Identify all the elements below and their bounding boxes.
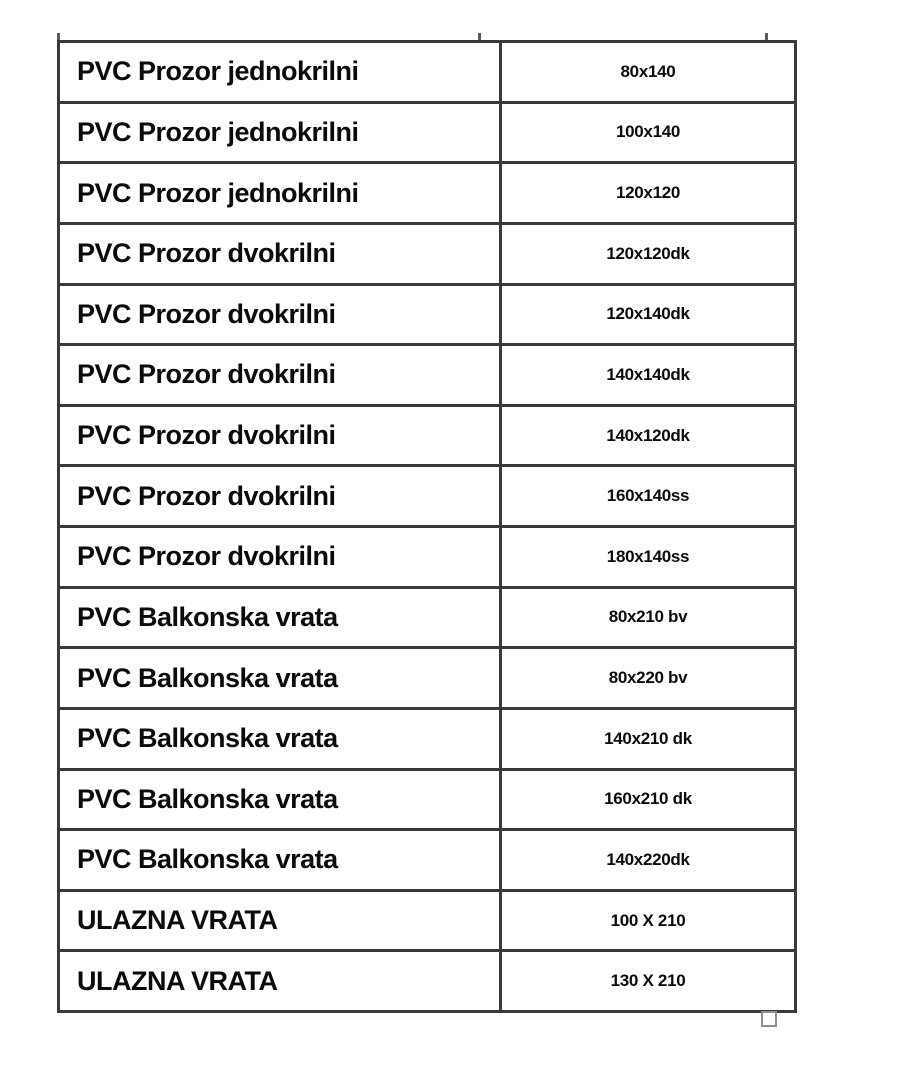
table-row (59, 405, 796, 466)
product-name-cell: PVC Prozor dvokrilni (59, 284, 501, 345)
product-name-cell: PVC Prozor dvokrilni (59, 466, 501, 527)
table-row (59, 648, 796, 709)
product-table-body (59, 42, 796, 1012)
dimension-cell: 140x140dk (501, 345, 796, 406)
product-name-cell: PVC Prozor dvokrilni (59, 345, 501, 406)
table-row (59, 890, 796, 951)
table-row (59, 527, 796, 588)
dimension-cell: 130 X 210 (501, 951, 796, 1012)
table-row (59, 587, 796, 648)
product-name-cell: PVC Prozor dvokrilni (59, 223, 501, 284)
product-name-cell: ULAZNA VRATA (59, 951, 501, 1012)
table-row (59, 466, 796, 527)
dimension-cell: 80x140 (501, 42, 796, 103)
product-name-cell: PVC Prozor dvokrilni (59, 405, 501, 466)
table-row (59, 223, 796, 284)
table-row (59, 830, 796, 891)
dimension-cell: 120x120dk (501, 223, 796, 284)
table-row (59, 163, 796, 224)
dimension-cell: 80x210 bv (501, 587, 796, 648)
product-name-cell: PVC Balkonska vrata (59, 587, 501, 648)
product-name-cell: PVC Prozor dvokrilni (59, 527, 501, 588)
product-name-cell: PVC Balkonska vrata (59, 769, 501, 830)
table-row (59, 284, 796, 345)
dimension-cell: 140x120dk (501, 405, 796, 466)
product-name-cell: PVC Prozor jednokrilni (59, 163, 501, 224)
dimension-cell: 160x140ss (501, 466, 796, 527)
table-row (59, 102, 796, 163)
dimension-cell: 140x210 dk (501, 708, 796, 769)
dimension-cell: 80x220 bv (501, 648, 796, 709)
dimension-cell: 140x220dk (501, 830, 796, 891)
product-name-cell: ULAZNA VRATA (59, 890, 501, 951)
product-name-cell: PVC Prozor jednokrilni (59, 102, 501, 163)
dimension-cell: 160x210 dk (501, 769, 796, 830)
product-name-cell: PVC Balkonska vrata (59, 708, 501, 769)
table-resize-handle-icon[interactable] (761, 1011, 777, 1027)
table-row (59, 769, 796, 830)
dimension-cell: 120x140dk (501, 284, 796, 345)
table-row (59, 951, 796, 1012)
table-row (59, 345, 796, 406)
product-name-cell: PVC Balkonska vrata (59, 830, 501, 891)
table-row (59, 42, 796, 103)
product-dimension-table (57, 40, 797, 1013)
dimension-cell: 120x120 (501, 163, 796, 224)
dimension-cell: 100x140 (501, 102, 796, 163)
dimension-cell: 100 X 210 (501, 890, 796, 951)
product-name-cell: PVC Prozor jednokrilni (59, 42, 501, 103)
product-name-cell: PVC Balkonska vrata (59, 648, 501, 709)
table-row (59, 708, 796, 769)
dimension-cell: 180x140ss (501, 527, 796, 588)
